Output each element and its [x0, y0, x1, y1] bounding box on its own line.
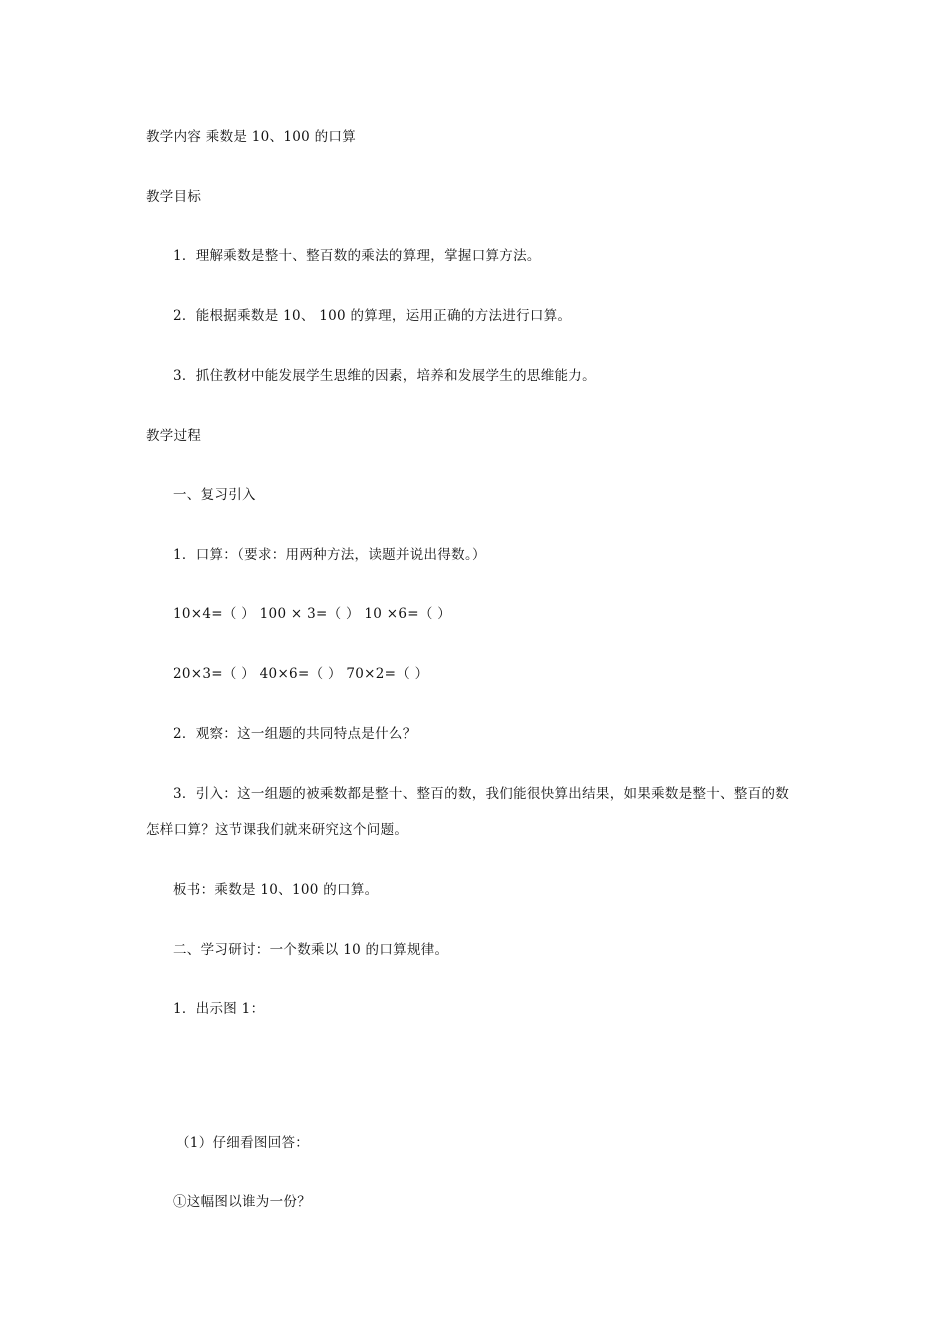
heading-teaching-goals: 教学目标 — [146, 189, 202, 205]
board-note: 板书：乘数是 10、100 的口算。 — [173, 882, 379, 898]
question-1: ①这幅图以谁为一份？ — [173, 1194, 311, 1210]
review-item-2: 2．观察：这一组题的共同特点是什么？ — [173, 726, 417, 742]
heading-teaching-process: 教学过程 — [146, 428, 202, 444]
review-item-1: 1．口算：（要求：用两种方法，读题并说出得数。） — [173, 547, 486, 563]
calc-row-2: 20×3=（ ） 40×6=（ ） 70×2=（ ） — [173, 666, 429, 682]
show-figure-1: 1．出示图 1： — [173, 1001, 265, 1017]
sub-question-1: （1）仔细看图回答： — [176, 1135, 310, 1151]
goal-item-2: 2．能根据乘数是 10、 100 的算理，运用正确的方法进行口算。 — [173, 308, 572, 324]
goal-item-3: 3．抓住教材中能发展学生思维的因素，培养和发展学生的思维能力。 — [173, 368, 596, 384]
goal-item-1: 1．理解乘数是整十、整百数的乘法的算理，掌握口算方法。 — [173, 248, 541, 264]
review-item-3-line-1: 3．引入：这一组题的被乘数都是整十、整百的数，我们能很快算出结果，如果乘数是整十、整百的数 — [173, 786, 790, 802]
section-review: 一、复习引入 — [173, 487, 256, 503]
review-item-3-line-2: 怎样口算？这节课我们就来研究这个问题。 — [146, 822, 409, 838]
heading-teaching-content: 教学内容 乘数是 10、100 的口算 — [146, 129, 357, 145]
section-study: 二、学习研讨：一个数乘以 10 的口算规律。 — [173, 942, 449, 958]
calc-row-1: 10×4=（ ） 100 × 3=（ ） 10 ×6=（ ） — [173, 606, 452, 622]
